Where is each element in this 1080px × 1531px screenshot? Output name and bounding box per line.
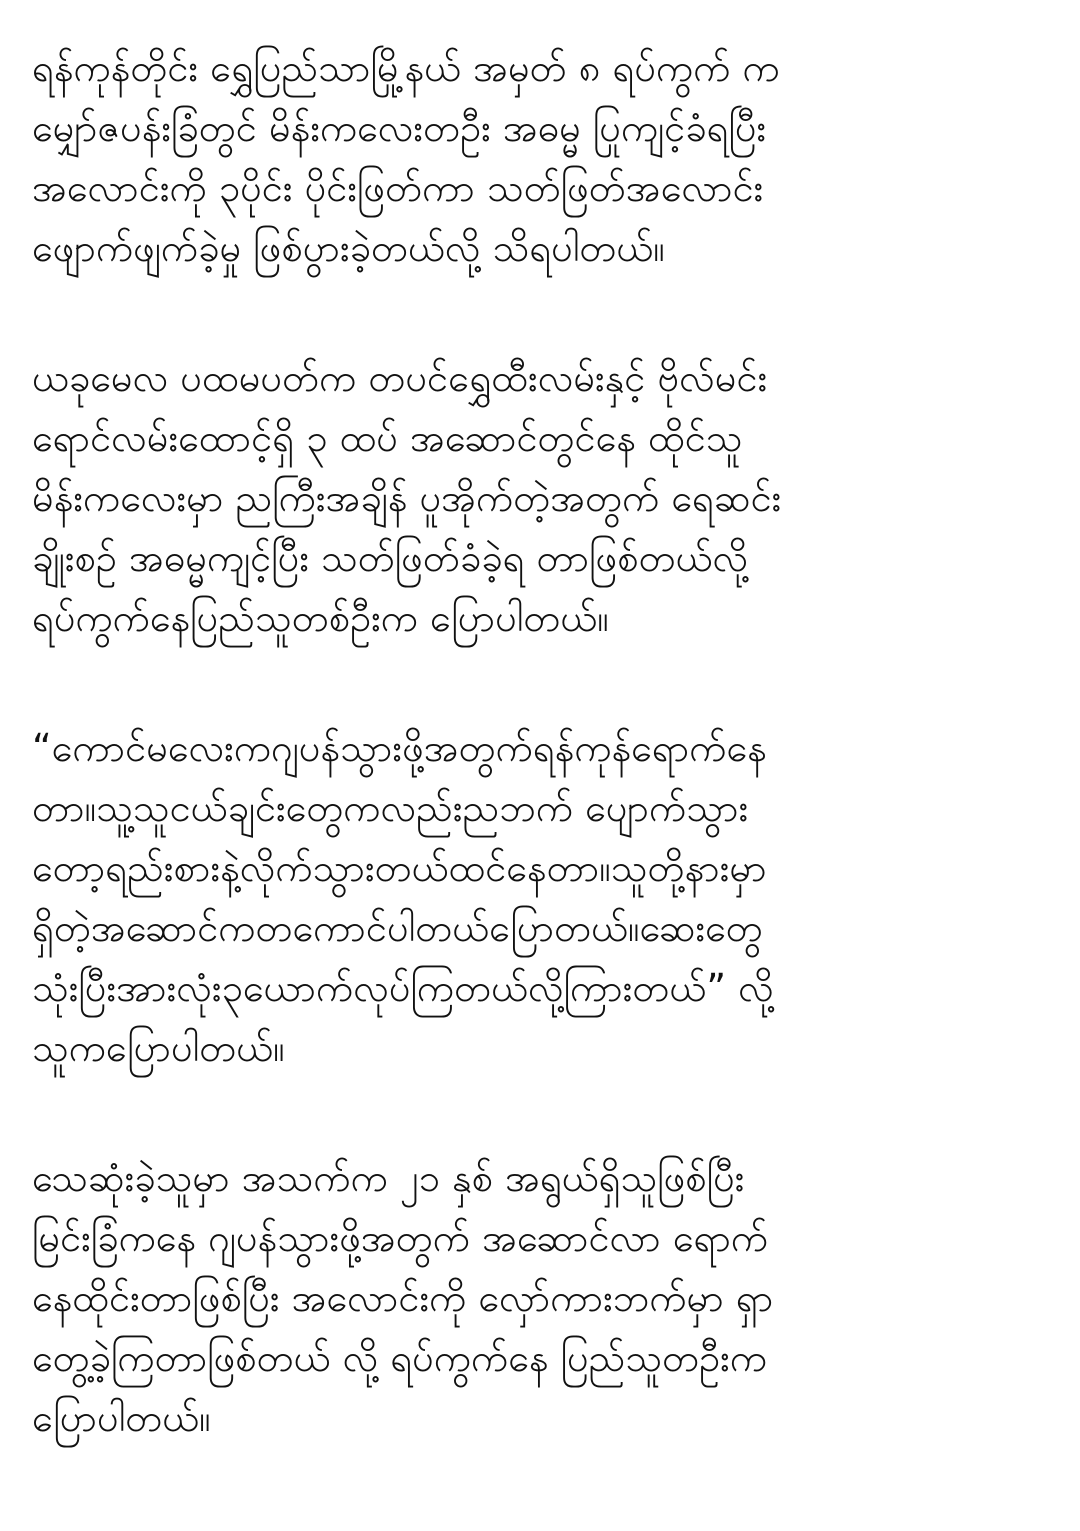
text-line: “ကောင်မလေးကဂျပန်သွားဖို့အတွက်ရန်ကုန်ရောက်နေ <box>32 726 767 770</box>
text-line: ရှိတဲ့အဆောင်ကတကောင်ပါတယ်ပြောတယ်။ဆေးတွေ <box>32 906 763 950</box>
paragraph-2 <box>32 348 1040 648</box>
text-line: ပြောပါတယ်။ <box>32 1396 211 1440</box>
text-line: တွေ့ခဲ့ကြတာဖြစ်တယ် လို့ ရပ်ကွက်နေ ပြည်သူတဦးက <box>32 1336 768 1380</box>
text-line: ဖျောက်ဖျက်ခဲ့မှု ဖြစ်ပွားခဲ့တယ်လို့ သိရပါတယ်။ <box>32 226 665 270</box>
text-line: တာ။သူ့သူငယ်ချင်းတွေကလည်းညဘက် ပျောက်သွား <box>32 786 749 830</box>
text-line: မြင်းခြံကနေ ဂျပန်သွားဖို့အတွက် အဆောင်လာ ရောက် <box>32 1216 769 1260</box>
paragraph-4 <box>32 1148 1040 1448</box>
paragraph-3-quote <box>32 718 1040 1078</box>
text-line: မိန်းကလေးမှာ ညကြီးအချိန် ပူအိုက်တဲ့အတွက် ရေဆင်း <box>32 476 782 520</box>
text-line: မျှော်ဇပန်းခြံတွင် မိန်းကလေးတဦး အဓမ္မ ပြုကျင့်ခံရပြီး <box>32 106 767 150</box>
text-line: ရပ်ကွက်နေပြည်သူတစ်ဦးက ပြောပါတယ်။ <box>32 596 609 640</box>
text-line: နေထိုင်းတာဖြစ်ပြီး အလောင်းကို လှော်ကားဘက်မှာ ရှာ <box>32 1276 774 1320</box>
text-line: ချိုးစဉ် အဓမ္မကျင့်ပြီး သတ်ဖြတ်ခံခဲ့ရ တာဖြစ်တယ်လို့ <box>32 536 749 580</box>
text-line: သေဆုံးခဲ့သူမှာ အသက်က ၂၁ နှစ် အရွယ်ရှိသူဖြစ်ပြီး <box>32 1156 745 1200</box>
text-line: ယခုမေလ ပထမပတ်က တပင်ရွှေထီးလမ်းနှင့် ဗိုလ်မင်း <box>32 356 768 400</box>
text-line: သုံးပြီးအားလုံး၃ယောက်လုပ်ကြတယ်လို့ကြားတယ်” လို့ <box>32 966 774 1010</box>
paragraph-1 <box>32 38 1040 278</box>
text-line: အလောင်းကို ၃ပိုင်း ပိုင်းဖြတ်ကာ သတ်ဖြတ်အလောင်း <box>32 166 764 210</box>
text-line: ရောင်လမ်းထောင့်ရှိ ၃ ထပ် အဆောင်တွင်နေ ထိုင်သူ <box>32 416 743 460</box>
text-line: တော့ရည်းစားနဲ့လိုက်သွားတယ်ထင်နေတာ။သူတို့နားမှာ <box>32 846 767 890</box>
text-line: သူကပြောပါတယ်။ <box>32 1026 285 1070</box>
text-line: ရန်ကုန်တိုင်း ရွှေပြည်သာမြို့နယ် အမှတ် ၈ ရပ်ကွက် က <box>32 46 780 90</box>
